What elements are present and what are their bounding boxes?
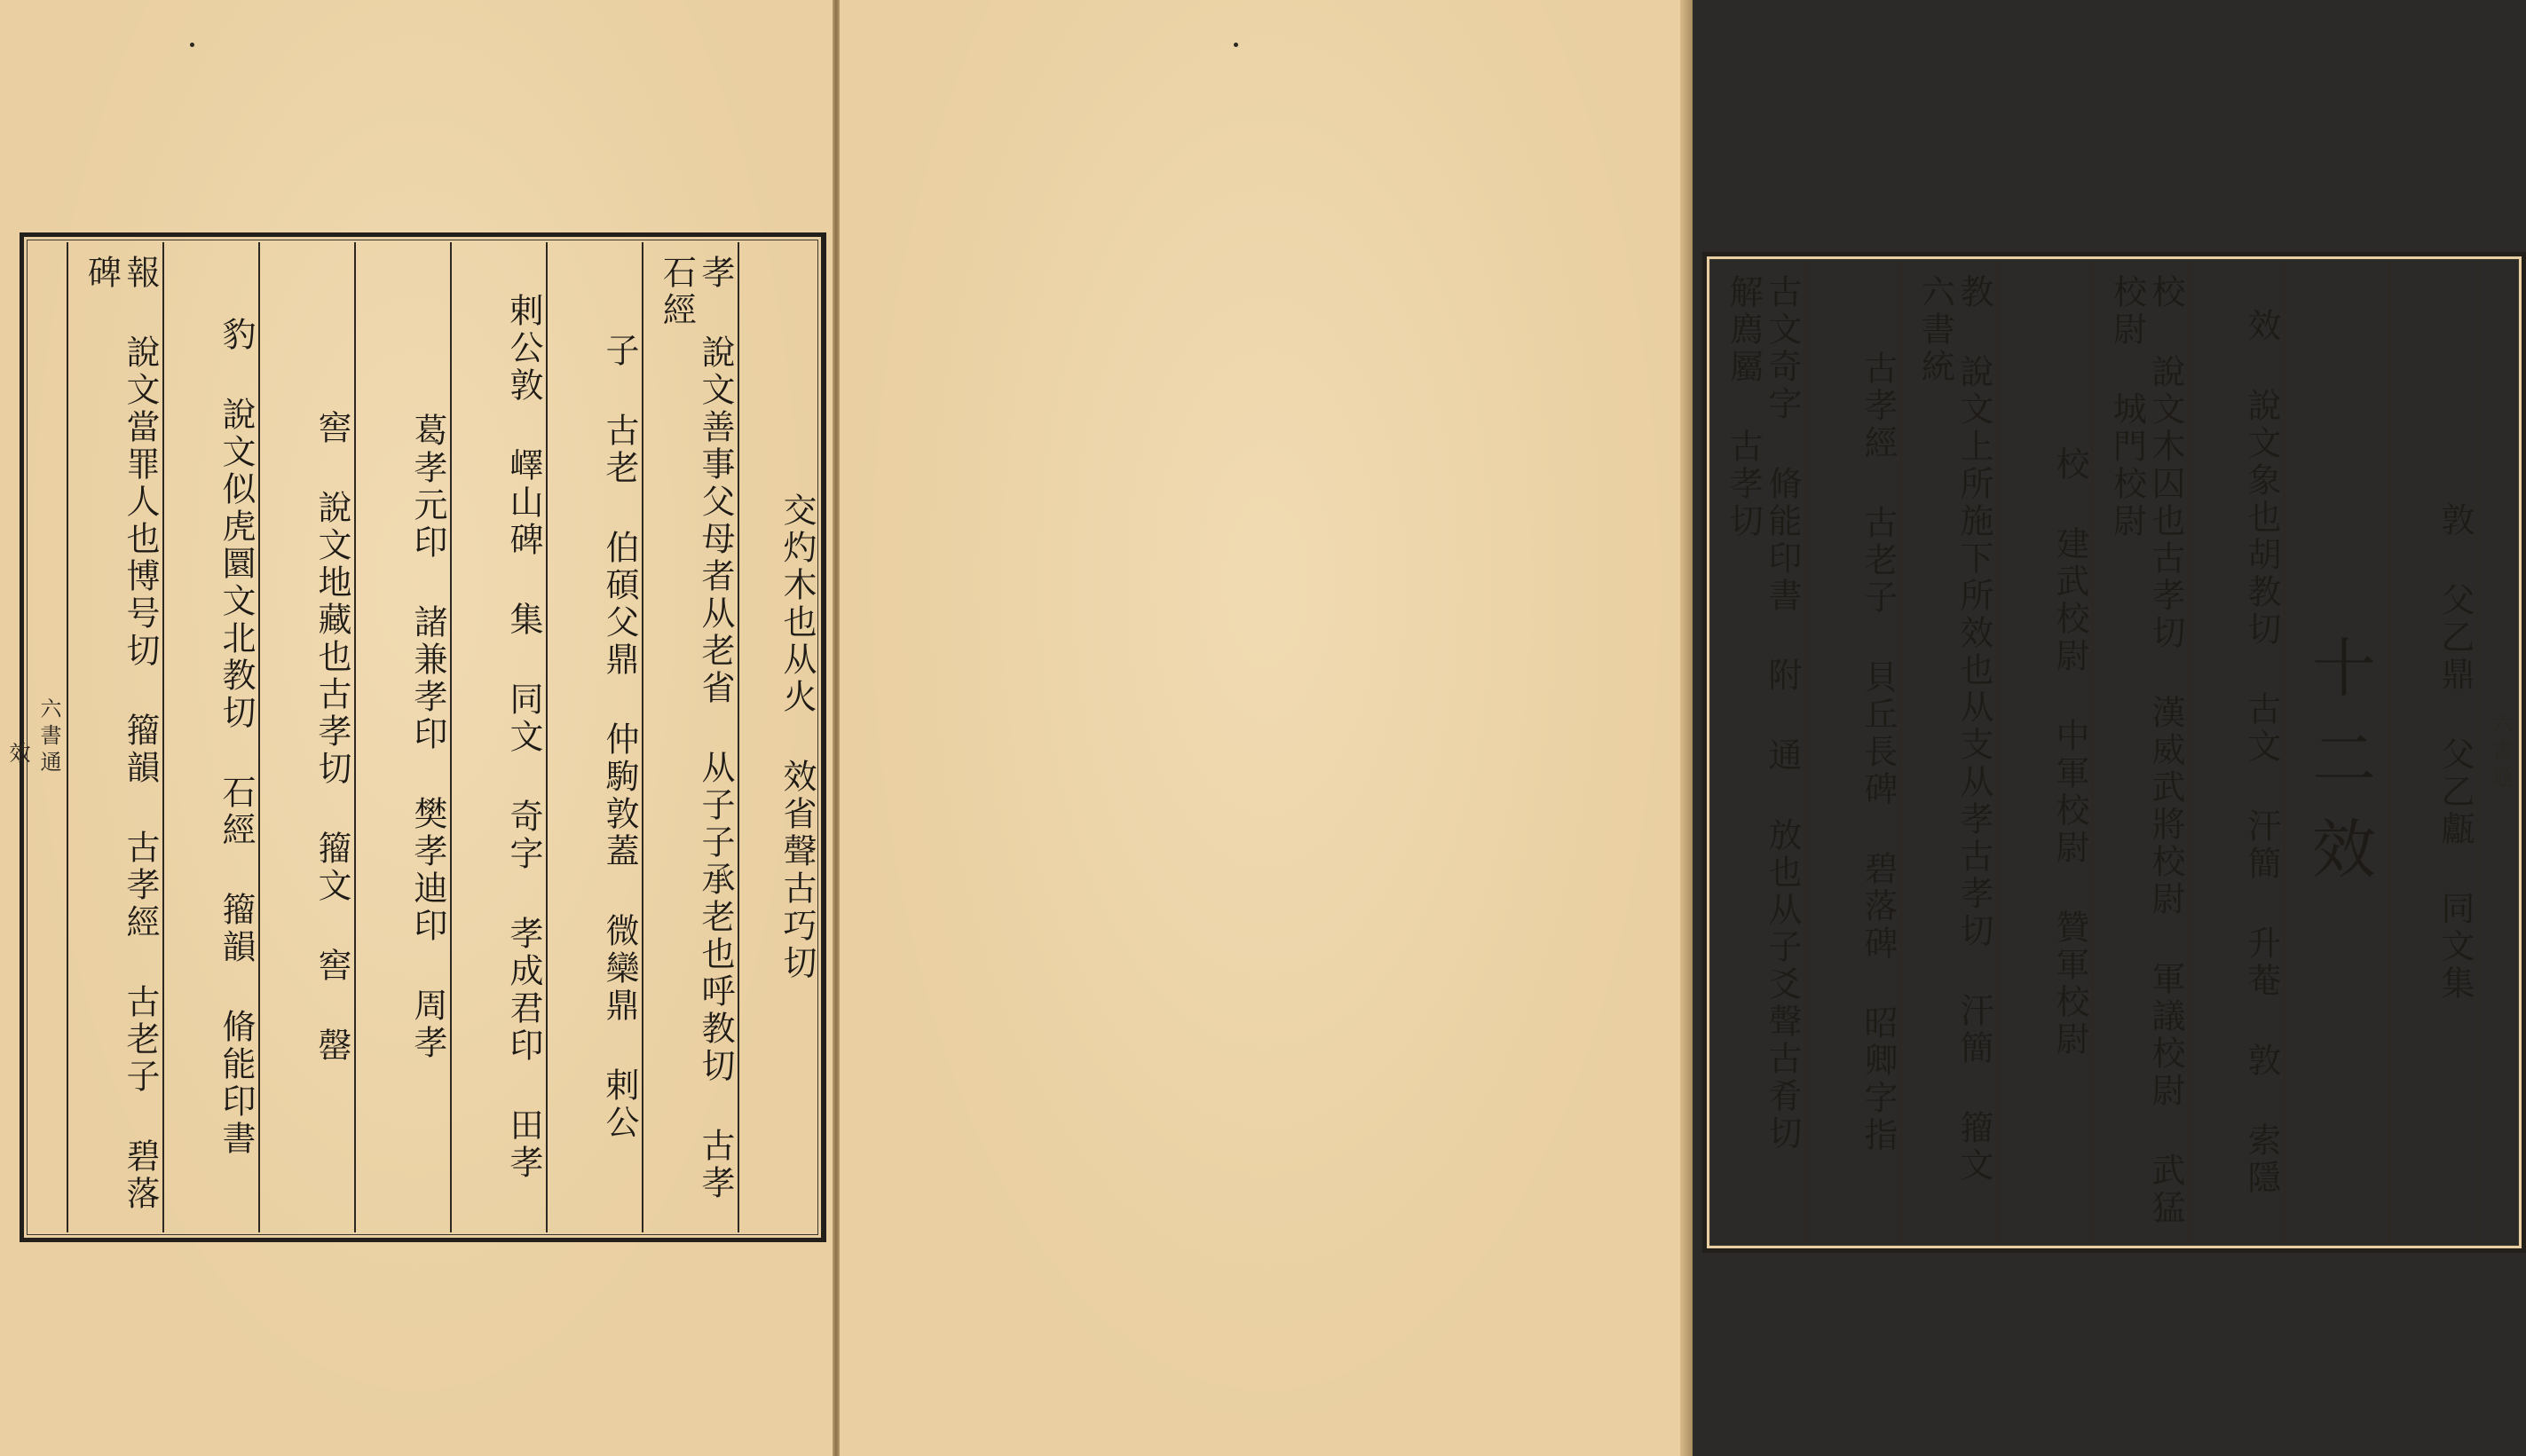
entry-column-5 [2000,274,2088,1231]
column-rule [2388,262,2390,1243]
entry-text: 報 說文當罪人也博号切 籀韻 古孝經 古老子 碧落碑 [82,255,160,1213]
entry-column-4 [454,255,542,1220]
column-rule [450,242,452,1232]
right-margin-strip [2481,274,2516,1231]
right-page-frame [1702,252,2526,1253]
entry-text: 交灼木也从火 效省聲古巧切 [778,492,817,982]
right-page [840,0,2513,1456]
entry-text: 窖 說文地藏也古孝切 籀文 窖 罄 [312,410,351,1065]
entry-column-4 [2096,274,2184,1231]
column-rule [1804,262,1806,1243]
column-rule [67,242,68,1232]
entry-text: 敦 父乙鼎 父乙甗 同文集 [2435,502,2475,1003]
column-rule [2284,262,2285,1243]
entry-text: 效 說文象也胡教切 古文 汗簡 升菴 敦 索隱 [2242,308,2281,1197]
left-page [0,0,834,1456]
column-rule [2188,262,2190,1243]
entry-column-6 [262,255,351,1220]
column-rule [738,242,739,1232]
entry-text: 校 說文木囚也古孝切 漢威武將校尉 軍議校尉 武猛校尉 城門校尉 [2107,274,2185,1227]
entry-column-7 [166,255,255,1220]
column-rule [1996,262,1998,1243]
tone-mark [0,742,3,768]
entry-text: 教 說文上所施下所效也从支从孝古孝切 汗簡 籀文 六書統 [1915,274,1993,1184]
column-rule [354,242,356,1232]
rhyme-mark: 效 [5,742,30,768]
page-edge [1680,0,1693,1456]
column-rule [2092,262,2094,1243]
column-rule [546,242,548,1232]
entry-column-3 [2191,274,2280,1231]
entry-column-7 [1808,274,1897,1231]
entry-column-6 [1904,274,1993,1231]
entry-text: 孝 說文善事父母者从老省 从子子承老也呼教切 古孝 石經 [657,255,735,1202]
entry-column-2 [645,255,734,1220]
ink-speck [190,43,194,47]
entry-column-3 [549,255,638,1220]
entry-text: 豹 說文似虎圜文北教切 石經 籀韻 脩能印書 [217,317,256,1158]
entry-text: 子 古老 伯碩父鼎 仲駒敦蓋 微欒鼎 剌公 [600,333,639,1142]
entry-column-5 [358,255,446,1220]
column-rule [162,242,164,1232]
book-gutter [833,0,840,1456]
rhyme-heading: 十二效 [2301,634,2376,906]
column-rule [258,242,260,1232]
left-page-frame [5,232,826,1242]
ink-speck [1234,43,1238,47]
book-title-mark: 六書通 [2488,712,2513,792]
entry-text: 剌公敦 嶧山碑 集 同文 奇字 孝成君印 田孝 [504,293,543,1182]
book-title-mark: 六書通 [36,697,61,777]
entry-column-8 [70,255,159,1220]
entry-column-1 [741,255,816,1220]
entry-column-8 [1712,274,1801,1231]
entry-column-1 [2392,274,2474,1231]
left-margin-strip [5,255,65,1220]
entry-text: 古文奇字 脩能印書 附 通 放也从子爻聲古肴切 解廌屬 古孝切 [1724,274,1802,1153]
column-rule [2477,262,2479,1243]
rhyme-heading-column [2287,274,2385,1231]
column-rule [642,242,643,1232]
entry-text: 葛孝元印 諸兼孝印 樊孝迪印 周孝 [408,413,447,1062]
entry-text: 校 建武校尉 中軍校尉 贊軍校尉 [2050,446,2089,1059]
entry-text: 古孝經 古老子 貝丘長碑 碧落碑 昭卿字指 [1859,350,1898,1154]
column-rule [1900,262,1902,1243]
